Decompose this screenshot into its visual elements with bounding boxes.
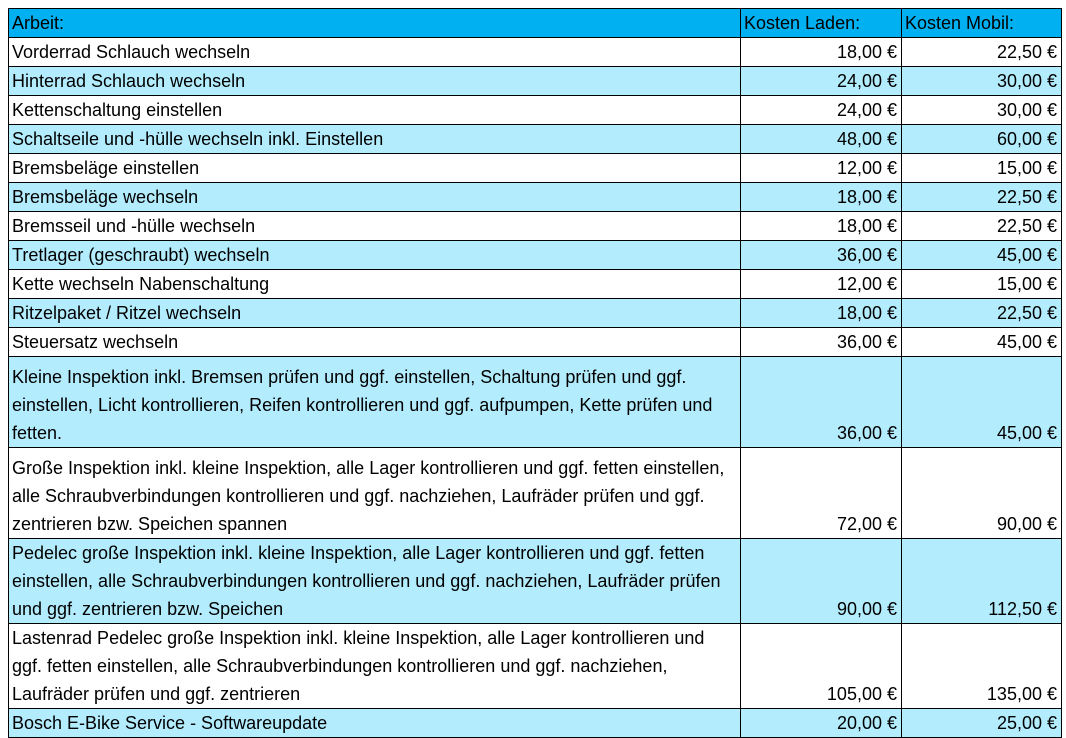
price-mobile-cell: 45,00 €	[902, 328, 1062, 357]
work-cell: Hinterrad Schlauch wechseln	[9, 67, 741, 96]
price-mobile-cell: 22,50 €	[902, 212, 1062, 241]
work-cell: Kette wechseln Nabenschaltung	[9, 270, 741, 299]
price-shop-cell: 12,00 €	[741, 270, 902, 299]
price-mobile-cell: 22,50 €	[902, 299, 1062, 328]
work-cell: Tretlager (geschraubt) wechseln	[9, 241, 741, 270]
price-mobile-cell: 22,50 €	[902, 183, 1062, 212]
table-row	[9, 125, 1062, 154]
table-row	[9, 96, 1062, 125]
table-row	[9, 709, 1062, 738]
work-cell: Pedelec große Inspektion inkl. kleine Inspektion, alle Lager kontrollieren und ggf. fetten einstellen, alle Schraubverbindungen kontrollieren und ggf. nachziehen, Laufräder prüfen und ggf. zentrieren bzw. Speichen	[9, 539, 741, 624]
price-shop-cell: 36,00 €	[741, 241, 902, 270]
price-shop-cell: 18,00 €	[741, 38, 902, 67]
price-shop-cell: 12,00 €	[741, 154, 902, 183]
header-price-shop: Kosten Laden:	[741, 9, 902, 38]
price-shop-cell: 20,00 €	[741, 709, 902, 738]
price-shop-cell: 36,00 €	[741, 328, 902, 357]
work-cell: Große Inspektion inkl. kleine Inspektion, alle Lager kontrollieren und ggf. fetten einstellen, alle Schraubverbindungen kontrollieren und ggf. nachziehen, Laufräder prüfen und ggf. zentrieren bzw. Speichen spannen	[9, 448, 741, 539]
price-mobile-cell: 60,00 €	[902, 125, 1062, 154]
price-mobile-cell: 22,50 €	[902, 38, 1062, 67]
work-cell: Bremsbeläge wechseln	[9, 183, 741, 212]
work-cell: Bremsbeläge einstellen	[9, 154, 741, 183]
work-cell: Vorderrad Schlauch wechseln	[9, 38, 741, 67]
header-row	[9, 9, 1062, 38]
table-row	[9, 357, 1062, 448]
table-row	[9, 38, 1062, 67]
price-mobile-cell: 135,00 €	[902, 624, 1062, 709]
price-shop-cell: 36,00 €	[741, 357, 902, 448]
table-row	[9, 448, 1062, 539]
price-mobile-cell: 30,00 €	[902, 96, 1062, 125]
price-shop-cell: 24,00 €	[741, 67, 902, 96]
work-cell: Kleine Inspektion inkl. Bremsen prüfen und ggf. einstellen, Schaltung prüfen und ggf. einstellen, Licht kontrollieren, Reifen kontrollieren und ggf. aufpumpen, Kette prüfen und fetten.	[9, 357, 741, 448]
price-mobile-cell: 45,00 €	[902, 241, 1062, 270]
work-cell: Lastenrad Pedelec große Inspektion inkl. kleine Inspektion, alle Lager kontrollieren und ggf. fetten einstellen, alle Schraubverbindungen kontrollieren und ggf. nachziehen, Laufräder prüfen und ggf. zentrieren	[9, 624, 741, 709]
price-mobile-cell: 15,00 €	[902, 154, 1062, 183]
price-mobile-cell: 30,00 €	[902, 67, 1062, 96]
price-shop-cell: 90,00 €	[741, 539, 902, 624]
table-row	[9, 299, 1062, 328]
table-row	[9, 154, 1062, 183]
price-mobile-cell: 90,00 €	[902, 448, 1062, 539]
table-row	[9, 241, 1062, 270]
price-shop-cell: 48,00 €	[741, 125, 902, 154]
price-table	[8, 8, 1062, 738]
price-shop-cell: 105,00 €	[741, 624, 902, 709]
price-shop-cell: 24,00 €	[741, 96, 902, 125]
table-row	[9, 624, 1062, 709]
price-mobile-cell: 15,00 €	[902, 270, 1062, 299]
price-shop-cell: 18,00 €	[741, 183, 902, 212]
table-row	[9, 539, 1062, 624]
price-mobile-cell: 112,50 €	[902, 539, 1062, 624]
work-cell: Schaltseile und -hülle wechseln inkl. Einstellen	[9, 125, 741, 154]
work-cell: Bremsseil und -hülle wechseln	[9, 212, 741, 241]
work-cell: Bosch E-Bike Service - Softwareupdate	[9, 709, 741, 738]
header-work: Arbeit:	[9, 9, 741, 38]
table-row	[9, 328, 1062, 357]
price-mobile-cell: 45,00 €	[902, 357, 1062, 448]
price-shop-cell: 18,00 €	[741, 299, 902, 328]
table-row	[9, 212, 1062, 241]
price-shop-cell: 72,00 €	[741, 448, 902, 539]
work-cell: Kettenschaltung einstellen	[9, 96, 741, 125]
header-price-mobile: Kosten Mobil:	[902, 9, 1062, 38]
price-mobile-cell: 25,00 €	[902, 709, 1062, 738]
price-shop-cell: 18,00 €	[741, 212, 902, 241]
table-row	[9, 183, 1062, 212]
table-row	[9, 270, 1062, 299]
table-row	[9, 67, 1062, 96]
work-cell: Steuersatz wechseln	[9, 328, 741, 357]
work-cell: Ritzelpaket / Ritzel wechseln	[9, 299, 741, 328]
